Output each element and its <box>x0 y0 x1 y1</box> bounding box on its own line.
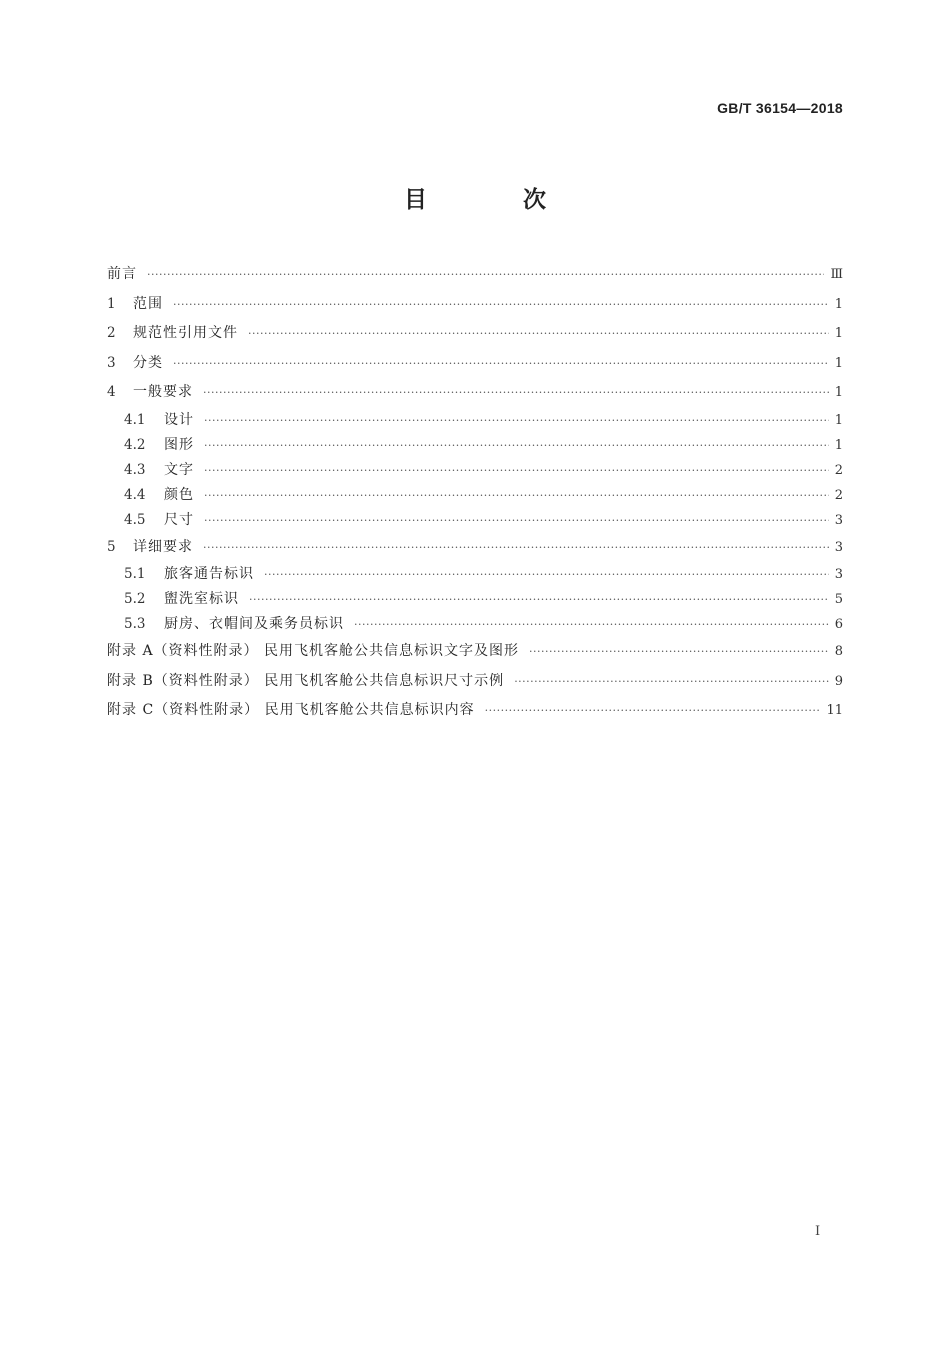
toc-entry-5-2[interactable] <box>107 587 843 612</box>
toc-entry-4-3[interactable] <box>107 458 843 483</box>
toc-leader-dots <box>249 587 829 612</box>
toc-leader-dots <box>264 562 829 587</box>
toc-entry-4-2[interactable] <box>107 433 843 458</box>
toc-entry-number: 4.4 <box>124 486 146 503</box>
toc-leader-dots <box>204 508 829 533</box>
toc-entry-page: 9 <box>834 673 843 689</box>
toc-entry-3[interactable] <box>107 349 843 379</box>
toc-entry-page: 2 <box>834 462 843 478</box>
toc-entry-page: 5 <box>834 592 843 607</box>
toc-entry-4-1[interactable] <box>107 408 843 433</box>
toc-entry-page: Ⅲ <box>830 267 843 282</box>
toc-entry-1[interactable] <box>107 290 843 320</box>
toc-leader-dots <box>203 533 829 563</box>
toc-entry-number: 4.2 <box>124 436 146 453</box>
toc-entry-page: 1 <box>834 355 843 371</box>
toc-entry-4-5[interactable] <box>107 508 843 533</box>
toc-entry-page: 2 <box>834 487 843 503</box>
toc-entry-annex-c[interactable] <box>107 696 843 726</box>
toc-entry-annex-a[interactable] <box>107 637 843 667</box>
toc-entry-number: 2 <box>107 325 116 341</box>
toc-entry-number: 4 <box>107 384 116 400</box>
toc-entry-number: 4.5 <box>124 511 146 528</box>
toc-entry-label: 附录 C（资料性附录） 民用飞机客舱公共信息标识内容 <box>107 702 475 718</box>
toc-leader-dots <box>204 433 829 458</box>
toc-entry-4-4[interactable] <box>107 483 843 508</box>
toc-entry-number: 5 <box>107 538 116 555</box>
toc-leader-dots <box>354 612 829 637</box>
toc-leader-dots <box>529 637 829 667</box>
toc-entry-number: 1 <box>107 295 116 312</box>
standard-number: GB/T 36154—2018 <box>717 100 843 116</box>
toc-entry-number: 5.1 <box>124 566 146 582</box>
toc-entry-label: 盥洗室标识 <box>164 591 239 607</box>
toc-leader-dots <box>204 483 829 508</box>
toc-entry-label: 一般要求 <box>133 384 193 400</box>
toc-entry-5[interactable] <box>107 533 843 563</box>
toc-entry-page: 11 <box>826 703 843 718</box>
toc-entry-label: 附录 B（资料性附录） 民用飞机客舱公共信息标识尺寸示例 <box>107 672 505 689</box>
toc-entry-label: 文字 <box>164 461 194 478</box>
toc-entry-label: 详细要求 <box>133 538 193 555</box>
toc-entry-page: 1 <box>834 385 843 400</box>
toc-leader-dots <box>203 378 829 408</box>
toc-entry-label: 分类 <box>133 354 163 371</box>
toc-entry-annex-b[interactable] <box>107 667 843 697</box>
toc-entry-label: 规范性引用文件 <box>133 325 238 341</box>
toc-entry-page: 1 <box>834 412 843 428</box>
toc-entry-page: 6 <box>834 617 843 632</box>
toc-leader-dots <box>173 349 829 379</box>
toc-entry-page: 1 <box>834 437 843 453</box>
toc-entry-page: 1 <box>834 296 843 312</box>
toc-entry-2[interactable] <box>107 319 843 349</box>
toc-entry-page: 8 <box>834 644 843 659</box>
toc-leader-dots <box>147 260 824 290</box>
toc-entry-number: 3 <box>107 354 116 371</box>
toc-leader-dots <box>204 408 829 433</box>
toc-entry-page: 1 <box>834 326 843 341</box>
toc-entry-label: 厨房、衣帽间及乘务员标识 <box>164 616 344 632</box>
toc-entry-number: 4.1 <box>124 411 146 428</box>
toc-entry-label: 前言 <box>107 266 137 282</box>
toc-entry-number: 4.3 <box>124 461 146 478</box>
toc-entry-page: 3 <box>834 539 843 555</box>
toc-entry-label: 设计 <box>164 411 194 428</box>
page-number: Ⅰ <box>815 1224 821 1239</box>
toc-entry-5-1[interactable] <box>107 562 843 587</box>
toc-leader-dots <box>173 290 829 320</box>
table-of-contents <box>107 260 843 726</box>
toc-leader-dots <box>248 319 829 349</box>
toc-leader-dots <box>514 667 829 697</box>
toc-entry-label: 图形 <box>164 436 194 453</box>
toc-entry-label: 旅客通告标识 <box>164 566 254 582</box>
toc-entry-preface[interactable] <box>107 260 843 290</box>
toc-entry-label: 附录 A（资料性附录） 民用飞机客舱公共信息标识文字及图形 <box>107 643 520 659</box>
page-title: 目 次 <box>403 187 590 213</box>
toc-leader-dots <box>204 458 829 483</box>
toc-entry-4[interactable] <box>107 378 843 408</box>
toc-entry-number: 5.2 <box>124 591 146 607</box>
toc-entry-5-3[interactable] <box>107 612 843 637</box>
toc-entry-page: 3 <box>834 567 843 582</box>
toc-entry-label: 范围 <box>133 295 163 312</box>
toc-entry-page: 3 <box>834 512 843 528</box>
toc-entry-number: 5.3 <box>124 616 146 632</box>
toc-entry-label: 尺寸 <box>164 511 194 528</box>
toc-entry-label: 颜色 <box>164 486 194 503</box>
toc-leader-dots <box>485 696 821 726</box>
